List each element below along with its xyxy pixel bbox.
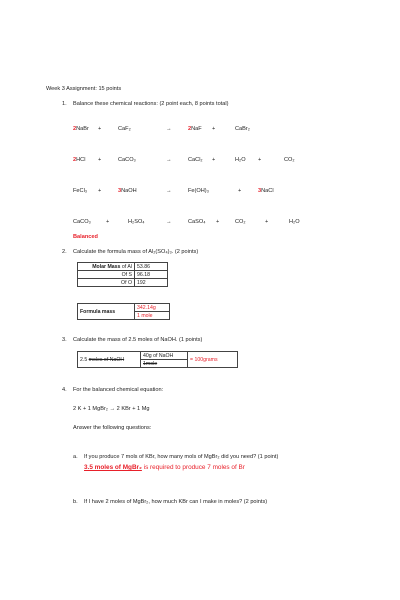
- plus-sign: +: [265, 219, 269, 225]
- table-cell: 96.18: [135, 271, 168, 279]
- reaction-2-term-2: CaCO₃: [118, 157, 136, 163]
- q4a-label: a.: [73, 454, 78, 460]
- conversion-numerator-cell: 40g of NaOH: [141, 352, 188, 360]
- reaction-4-term-3: CaSO₄: [188, 219, 206, 225]
- arrow: →: [166, 219, 172, 225]
- reaction-2-term-1: [73, 158, 85, 164]
- reaction-2-term-3: CaCl₂: [188, 157, 203, 163]
- reaction-1-term-1: [73, 127, 89, 133]
- reaction-4-term-5: H₂O: [289, 219, 300, 225]
- formula-mass-value: 342.14g: [135, 304, 170, 312]
- table-cell: Of S: [78, 271, 135, 279]
- table-row: [78, 279, 168, 287]
- reaction-3-term-4: [258, 189, 274, 195]
- molar-mass-table: [77, 262, 168, 287]
- q3-prompt: Calculate the mass of 2.5 moles of NaOH. (1 points): [73, 337, 203, 343]
- given-quantity-cell: 2.5 moles of NaOH: [78, 352, 141, 368]
- table-row: [78, 304, 170, 312]
- q4a-question: If you produce 7 mols of KBr, how many mols of MgBr₂ did you need? (1 point): [84, 454, 279, 460]
- formula-mass-table: [77, 303, 170, 320]
- q4-instruction: Answer the following questions:: [73, 425, 152, 431]
- coefficient: 2: [73, 126, 77, 132]
- plus-sign: +: [98, 157, 102, 163]
- assignment-title: Week 3 Assignment: 15 points: [46, 86, 122, 92]
- reaction-2-term-4: H₂O: [235, 157, 246, 163]
- q4b-label: b.: [73, 499, 78, 505]
- balanced-label: Balanced: [73, 234, 98, 240]
- plus-sign: +: [216, 219, 220, 225]
- reaction-3-term-1: FeCl₃: [73, 188, 88, 194]
- table-row: [78, 271, 168, 279]
- plus-sign: +: [98, 188, 102, 194]
- table-cell: 53.86: [135, 263, 168, 271]
- formula-mass-label: Formula mass: [78, 304, 135, 320]
- reaction-1-term-4: CaBr₂: [235, 126, 250, 132]
- plus-sign: +: [238, 188, 242, 194]
- table-cell: Molar Mass of Al: [78, 263, 135, 271]
- coefficient: 3: [258, 188, 262, 194]
- q1-prompt: Balance these chemical reactions: (2 point each, 8 points total): [73, 101, 229, 107]
- table-row: [78, 263, 168, 271]
- reaction-3-term-3: Fe(OH)₃: [188, 188, 209, 194]
- arrow: →: [166, 188, 172, 194]
- arrow: →: [166, 126, 172, 132]
- coefficient: 2: [188, 126, 192, 132]
- reaction-1-term-3: [188, 127, 202, 133]
- species: HCl: [76, 157, 86, 163]
- coefficient: 2: [73, 157, 77, 163]
- q4-number: 4.: [62, 387, 67, 393]
- species: NaBr: [76, 126, 89, 132]
- reaction-2-term-5: CO₂: [284, 157, 295, 163]
- reaction-1-term-2: CaF₂: [118, 126, 131, 132]
- result-cell: = 100grams: [188, 352, 238, 368]
- plus-sign: +: [98, 126, 102, 132]
- table-row: [78, 352, 238, 360]
- plus-sign: +: [212, 157, 216, 163]
- conversion-denominator-cell: 1mole: [141, 360, 188, 368]
- plus-sign: +: [258, 157, 262, 163]
- coefficient: 3: [118, 188, 122, 194]
- reaction-3-term-2: [118, 189, 137, 195]
- reaction-4-term-1: CaCO₃: [73, 219, 91, 225]
- formula-mass-unit: 1 mole: [135, 312, 170, 320]
- q4a-answer: 3.5 moles of MgBr₂ is required to produce 7 moles of Br: [84, 464, 245, 471]
- q2-number: 2.: [62, 249, 67, 255]
- q2-prompt: Calculate the formula mass of Al₂(SO₄)₃. (2 points): [73, 249, 199, 255]
- plus-sign: +: [212, 126, 216, 132]
- q4b-question: If I have 2 moles of MgBr₂, how much KBr can I make in moles? (2 points): [84, 499, 268, 505]
- species: NaCl: [261, 188, 274, 194]
- plus-sign: +: [106, 219, 110, 225]
- q1-number: 1.: [62, 101, 67, 107]
- balanced-equation: 2 K + 1 MgBr₂ → 2 KBr + 1 Mg: [73, 406, 150, 412]
- species: NaOH: [121, 188, 137, 194]
- table-cell: 192: [135, 279, 168, 287]
- table-cell: Of O: [78, 279, 135, 287]
- arrow: →: [166, 157, 172, 163]
- conversion-table: [77, 351, 238, 368]
- q4-prompt: For the balanced chemical equation:: [73, 387, 164, 393]
- species: NaF: [191, 126, 202, 132]
- q3-number: 3.: [62, 337, 67, 343]
- reaction-4-term-4: CO₂: [235, 219, 246, 225]
- reaction-4-term-2: H₂SO₄: [128, 219, 145, 225]
